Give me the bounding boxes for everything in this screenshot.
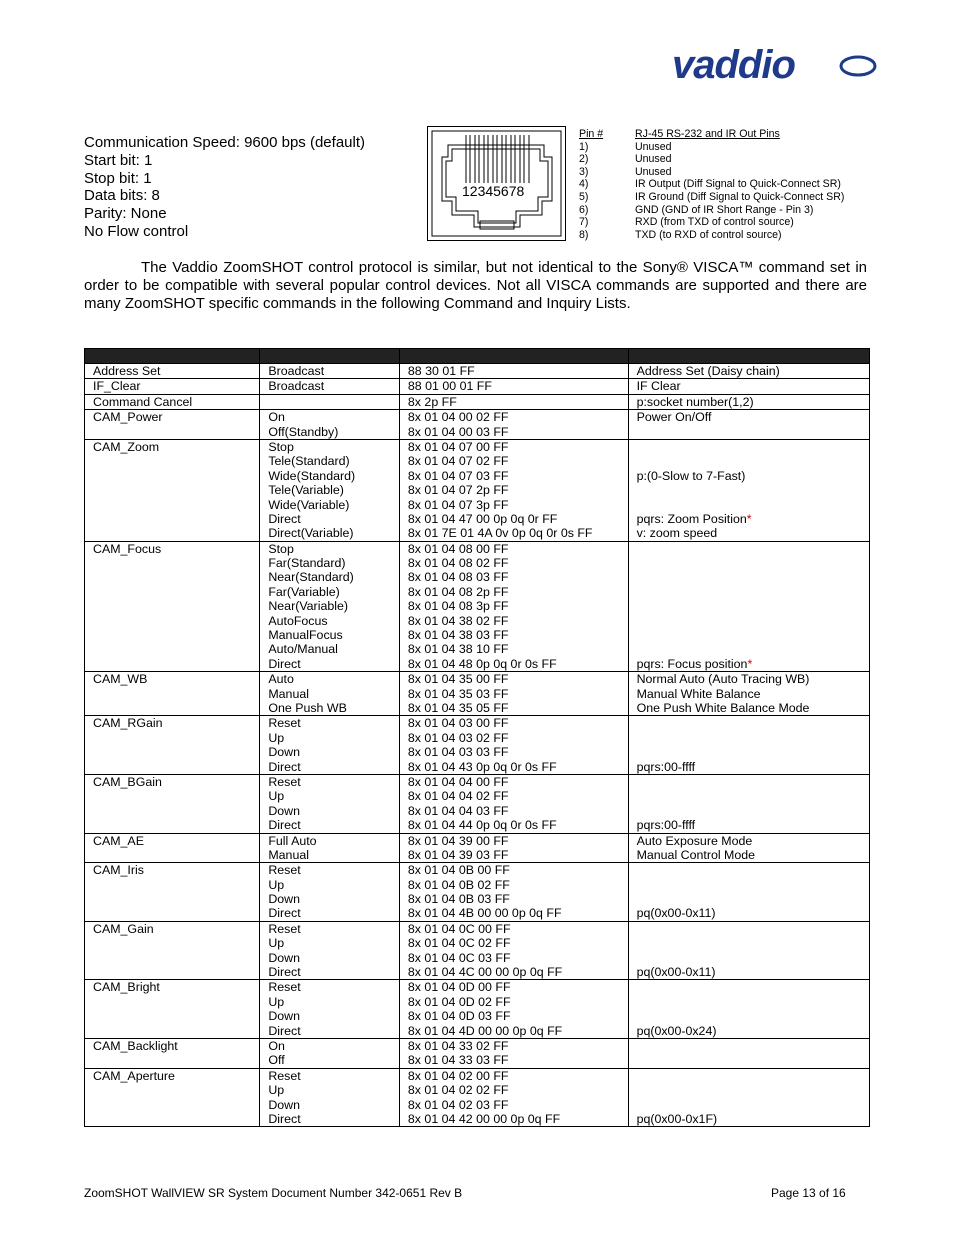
command-name: CAM_BGain [93, 774, 162, 789]
command-row [85, 394, 870, 409]
command-comment-cell [628, 364, 869, 379]
command-packet: 8x 01 04 03 00 FF [407, 716, 509, 731]
command-mode-cell [260, 1038, 400, 1068]
command-mode-cell [260, 1068, 400, 1127]
command-packet: 8x 01 04 4D 00 00 0p 0q FF [407, 1023, 563, 1038]
command-mode-cell [260, 716, 400, 775]
command-packet: 8x 01 04 4B 00 00 0p 0q FF [407, 906, 562, 921]
command-comment [637, 1083, 869, 1097]
command-row [85, 921, 870, 980]
command-comment [637, 789, 869, 803]
command-mode-cell [260, 541, 400, 672]
command-name: CAM_Zoom [93, 439, 160, 454]
command-row [85, 672, 870, 716]
comm-line: Stop bit: 1 [84, 169, 152, 187]
comm-line: Data bits: 8 [84, 187, 160, 205]
command-packet: 8x 01 04 04 02 FF [407, 789, 509, 804]
command-row [85, 379, 870, 394]
command-mode: Reset [268, 774, 301, 789]
command-comment [637, 599, 869, 613]
command-packet: 8x 01 04 07 03 FF [407, 468, 509, 483]
command-row [85, 410, 870, 440]
communication-settings [84, 134, 365, 241]
pin-description: Unused [635, 165, 672, 178]
command-mode-cell [260, 921, 400, 980]
command-packet-cell [399, 833, 628, 863]
command-comment-cell [628, 980, 869, 1039]
command-packet: 8x 01 04 0B 02 FF [407, 877, 510, 892]
command-mode: Up [268, 877, 285, 892]
command-comment-cell [628, 863, 869, 922]
pin-description: Unused [635, 140, 672, 153]
header-cell [260, 349, 400, 364]
command-comment-cell [628, 1068, 869, 1127]
command-row [85, 980, 870, 1039]
command-packet: 8x 01 04 33 03 FF [407, 1053, 509, 1068]
command-packet: 8x 01 04 35 03 FF [407, 686, 509, 701]
command-mode-cell [260, 833, 400, 863]
command-comment [637, 542, 869, 556]
command-packet-cell [399, 410, 628, 440]
intro-text: The Vaddio ZoomSHOT control protocol is similar, but not identical to the Sony® VISCA™ command set in order to be compatible with several popular control devices. Not all VISCA commands are supported and there are many ZoomSHOT specific commands in the following Command and Inquiry Lists. [84, 259, 867, 312]
command-mode: On [268, 410, 285, 425]
command-mode: Near(Standard) [268, 570, 354, 585]
command-mode: Direct(Variable) [268, 526, 354, 541]
command-name-cell [85, 716, 260, 775]
command-comment: pqrs:00-ffff [636, 818, 696, 833]
command-packet: 8x 01 04 07 02 FF [407, 454, 509, 469]
command-mode: Full Auto [268, 833, 317, 848]
command-comment [637, 716, 869, 730]
command-packet: 8x 01 7E 01 4A 0v 0p 0q 0r 0s FF [407, 526, 593, 541]
command-comment: p:socket number(1,2) [636, 394, 754, 409]
command-mode: Direct [268, 906, 301, 921]
command-comment [637, 731, 869, 745]
command-mode-cell [260, 394, 400, 409]
command-name: CAM_Bright [93, 980, 160, 995]
command-packet-cell [399, 379, 628, 394]
command-comment: pqrs: Focus position* [636, 656, 753, 671]
pin-row [579, 229, 844, 242]
command-mode: Up [268, 730, 285, 745]
command-comment [637, 498, 869, 512]
command-mode: Down [268, 1009, 301, 1024]
command-name: CAM_Gain [93, 921, 154, 936]
vaddio-logo [668, 40, 880, 96]
command-mode: Stop [268, 541, 294, 556]
command-comment [637, 995, 869, 1009]
command-comment [637, 922, 869, 936]
command-packet: 8x 01 04 02 03 FF [407, 1097, 509, 1112]
command-row [85, 833, 870, 863]
command-comment [637, 936, 869, 950]
command-name-cell [85, 863, 260, 922]
command-mode-cell [260, 863, 400, 922]
command-packet: 8x 01 04 0B 03 FF [407, 892, 510, 907]
footer-page-number: Page 13 of 16 [771, 1186, 846, 1200]
command-packet: 88 01 00 01 FF [407, 379, 492, 394]
command-name: CAM_Aperture [93, 1068, 175, 1083]
command-mode: Up [268, 789, 285, 804]
command-comment [637, 440, 869, 454]
command-name-cell [85, 439, 260, 541]
command-mode: Far(Variable) [268, 584, 340, 599]
command-comment-cell [628, 410, 869, 440]
pin-table-header [579, 128, 844, 141]
command-packet-cell [399, 921, 628, 980]
pin-number: 8) [579, 228, 589, 241]
command-mode-cell [260, 672, 400, 716]
command-name: CAM_WB [93, 672, 148, 687]
command-mode-cell [260, 980, 400, 1039]
command-comment: One Push White Balance Mode [636, 700, 810, 715]
command-row [85, 439, 870, 541]
command-packet: 8x 01 04 35 05 FF [407, 700, 509, 715]
command-comment [637, 570, 869, 584]
pin-row [579, 141, 844, 154]
command-packet: 8x 01 04 38 03 FF [407, 628, 509, 643]
command-packet: 8x 01 04 33 02 FF [407, 1038, 509, 1053]
command-name-cell [85, 980, 260, 1039]
command-comment: pq(0x00-0x24) [636, 1023, 717, 1038]
command-packet-cell [399, 394, 628, 409]
command-packet-cell [399, 774, 628, 833]
command-mode: Direct [268, 965, 301, 980]
command-name: CAM_Power [93, 410, 163, 425]
command-packet-cell [399, 716, 628, 775]
command-name-cell [85, 379, 260, 394]
command-comment: Manual Control Mode [636, 847, 756, 862]
command-packet: 8x 01 04 07 2p FF [407, 483, 509, 498]
command-packet: 8x 01 04 08 03 FF [407, 570, 509, 585]
command-comment-cell [628, 921, 869, 980]
command-packet: 8x 01 04 02 02 FF [407, 1083, 509, 1098]
logo-text: vaddio [672, 43, 795, 87]
command-comment [637, 878, 869, 892]
command-row [85, 364, 870, 379]
command-comment: v: zoom speed [636, 526, 718, 541]
command-row [85, 541, 870, 672]
command-comment: IF Clear [636, 379, 681, 394]
command-comment [637, 892, 869, 906]
command-packet: 8x 01 04 38 02 FF [407, 613, 509, 628]
command-packet-cell [399, 980, 628, 1039]
command-name-cell [85, 774, 260, 833]
command-packet-cell [399, 672, 628, 716]
command-comment-cell [628, 1038, 869, 1068]
command-mode: Manual [268, 847, 309, 862]
command-name: Address Set [93, 364, 161, 378]
pin-row [579, 204, 844, 217]
jack-pin-numbers: 12345678 [462, 183, 525, 199]
command-packet: 8x 01 04 08 00 FF [407, 541, 509, 556]
command-name: IF_Clear [93, 379, 141, 394]
pin-number: 3) [579, 165, 589, 178]
command-packet: 8x 01 04 00 02 FF [407, 410, 509, 425]
command-comment [637, 775, 869, 789]
pin-number: 1) [579, 140, 589, 153]
footnote-asterisk: * [747, 656, 753, 671]
command-name: CAM_Focus [93, 541, 162, 556]
pin-number: 7) [579, 216, 589, 229]
command-mode: Auto/Manual [268, 642, 338, 657]
command-packet: 8x 01 04 4C 00 00 0p 0q FF [407, 965, 563, 980]
command-mode: Down [268, 803, 301, 818]
command-mode: Direct [268, 656, 301, 671]
command-mode: Near(Variable) [268, 599, 348, 614]
command-mode-cell [260, 774, 400, 833]
command-name-cell [85, 1038, 260, 1068]
command-name: CAM_Backlight [93, 1038, 178, 1053]
command-mode: ManualFocus [268, 628, 343, 643]
command-packet: 8x 01 04 08 3p FF [407, 599, 509, 614]
command-comment [637, 585, 869, 599]
pin-description: TXD (to RXD of control source) [635, 228, 782, 241]
command-mode-cell [260, 364, 400, 379]
command-packet-cell [399, 1068, 628, 1127]
command-packet: 8x 01 04 47 00 0p 0q 0r FF [407, 511, 558, 526]
command-mode: Down [268, 950, 301, 965]
command-comment: Manual White Balance [636, 686, 761, 701]
command-mode-cell [260, 410, 400, 440]
command-comment [637, 642, 869, 656]
header-cell [628, 349, 869, 364]
command-packet: 8x 01 04 04 00 FF [407, 774, 509, 789]
command-packet: 8x 01 04 0C 00 FF [407, 921, 511, 936]
command-mode: Direct [268, 1023, 301, 1038]
command-mode: Up [268, 936, 285, 951]
command-packet: 8x 01 04 08 02 FF [407, 556, 509, 571]
command-name: Command Cancel [93, 394, 193, 409]
comm-line: No Flow control [84, 222, 189, 240]
command-comment: Auto Exposure Mode [636, 833, 753, 848]
command-mode: Down [268, 745, 301, 760]
command-comment [637, 483, 869, 497]
pin-header-number: Pin # [579, 128, 604, 140]
pin-table [579, 128, 844, 241]
command-packet-cell [399, 541, 628, 672]
command-packet: 8x 2p FF [407, 394, 457, 409]
command-packet: 8x 01 04 02 00 FF [407, 1068, 509, 1083]
command-comment [637, 425, 869, 439]
command-row [85, 774, 870, 833]
command-mode: Tele(Variable) [268, 483, 344, 498]
command-packet: 8x 01 04 39 00 FF [407, 833, 509, 848]
command-packet: 8x 01 04 35 00 FF [407, 672, 509, 687]
command-mode: Direct [268, 818, 301, 833]
pin-description: Unused [635, 153, 672, 166]
command-row [85, 1068, 870, 1127]
command-comment: p:(0-Slow to 7-Fast) [636, 468, 746, 483]
command-packet: 8x 01 04 00 03 FF [407, 424, 509, 439]
command-packet: 8x 01 04 39 03 FF [407, 847, 509, 862]
command-name-cell [85, 672, 260, 716]
command-comment: pq(0x00-0x11) [636, 965, 716, 980]
footer-document-info: ZoomSHOT WallVIEW SR System Document Number 342-0651 Rev B [84, 1186, 463, 1200]
command-mode: One Push WB [268, 700, 347, 715]
command-name-cell [85, 541, 260, 672]
command-packet: 8x 01 04 44 0p 0q 0r 0s FF [407, 818, 557, 833]
command-mode: Far(Standard) [268, 556, 346, 571]
command-name: CAM_RGain [93, 716, 163, 731]
command-packet: 8x 01 04 0B 00 FF [407, 863, 510, 878]
command-packet: 8x 01 04 0D 02 FF [407, 994, 511, 1009]
command-mode: Up [268, 994, 285, 1009]
command-table [84, 348, 870, 1127]
command-mode: Up [268, 1083, 285, 1098]
command-comment [637, 1069, 869, 1083]
pin-number: 5) [579, 190, 589, 203]
pin-row [579, 153, 844, 166]
command-packet: 8x 01 04 0C 02 FF [407, 936, 511, 951]
command-mode: Off [268, 1053, 285, 1068]
command-name-cell [85, 921, 260, 980]
command-row [85, 863, 870, 922]
command-comment [637, 951, 869, 965]
pin-description: RXD (from TXD of control source) [635, 216, 794, 229]
command-comment-cell [628, 672, 869, 716]
command-row [85, 716, 870, 775]
command-comment [637, 1098, 869, 1112]
command-name-cell [85, 1068, 260, 1127]
comm-line: Communication Speed: 9600 bps (default) [84, 134, 366, 151]
command-packet: 8x 01 04 07 3p FF [407, 497, 509, 512]
command-packet: 8x 01 04 0D 00 FF [407, 980, 511, 995]
command-packet: 8x 01 04 0D 03 FF [407, 1009, 511, 1024]
command-comment [637, 1039, 869, 1053]
command-mode-cell [260, 439, 400, 541]
command-mode: Manual [268, 686, 309, 701]
command-comment: pq(0x00-0x11) [636, 906, 716, 921]
command-name-cell [85, 833, 260, 863]
command-comment-cell [628, 774, 869, 833]
command-packet: 8x 01 04 43 0p 0q 0r 0s FF [407, 759, 557, 774]
command-packet-cell [399, 863, 628, 922]
command-comment [637, 454, 869, 468]
pin-number: 6) [579, 203, 589, 216]
pin-number: 2) [579, 153, 589, 166]
command-mode: AutoFocus [268, 613, 328, 628]
command-mode: Broadcast [268, 379, 325, 394]
command-comment: Power On/Off [636, 410, 712, 425]
command-comment [637, 863, 869, 877]
command-comment [637, 614, 869, 628]
command-mode: Reset [268, 716, 301, 731]
command-comment-cell [628, 541, 869, 672]
command-mode: Wide(Standard) [268, 468, 356, 483]
command-mode: Direct [268, 1111, 301, 1126]
command-comment: pqrs:00-ffff [636, 759, 696, 774]
command-name-cell [85, 410, 260, 440]
command-packet: 8x 01 04 03 02 FF [407, 730, 509, 745]
command-comment-cell [628, 439, 869, 541]
command-packet: 8x 01 04 42 00 00 0p 0q FF [407, 1111, 561, 1126]
command-comment [637, 556, 869, 570]
command-name-cell [85, 394, 260, 409]
comm-line: Parity: None [84, 205, 167, 223]
command-comment-cell [628, 833, 869, 863]
pin-row [579, 166, 844, 179]
command-packet: 8x 01 04 0C 03 FF [407, 950, 511, 965]
command-packet-cell [399, 439, 628, 541]
command-packet: 8x 01 04 08 2p FF [407, 584, 509, 599]
command-packet-cell [399, 1038, 628, 1068]
command-packet: 8x 01 04 03 03 FF [407, 745, 509, 760]
command-comment [637, 1009, 869, 1023]
command-mode: Reset [268, 921, 301, 936]
command-packet: 8x 01 04 38 10 FF [407, 642, 509, 657]
command-comment [637, 745, 869, 759]
command-mode: Direct [268, 759, 301, 774]
command-packet: 8x 01 04 04 03 FF [407, 803, 509, 818]
pin-header-desc: RJ-45 RS-232 and IR Out Pins [635, 128, 780, 140]
command-mode: On [268, 1038, 285, 1053]
command-comment: pqrs: Zoom Position* [636, 511, 752, 526]
pin-row [579, 178, 844, 191]
command-comment: Normal Auto (Auto Tracing WB) [636, 672, 810, 687]
pin-row [579, 191, 844, 204]
command-comment: pq(0x00-0x1F) [636, 1111, 718, 1126]
command-comment [637, 804, 869, 818]
pin-description: GND (GND of IR Short Range - Pin 3) [635, 203, 814, 216]
command-packet-cell [399, 364, 628, 379]
rj45-jack-diagram [427, 126, 566, 241]
pin-description: IR Ground (Diff Signal to Quick-Connect SR) [635, 190, 845, 203]
command-name: CAM_AE [93, 833, 144, 848]
command-packet: 8x 01 04 07 00 FF [407, 439, 509, 454]
command-mode: Reset [268, 980, 301, 995]
command-mode: Broadcast [268, 364, 325, 378]
command-comment-cell [628, 716, 869, 775]
command-table-header [85, 349, 870, 364]
pin-number: 4) [579, 178, 589, 191]
header-cell [399, 349, 628, 364]
command-mode: Reset [268, 1068, 301, 1083]
pin-description: IR Output (Diff Signal to Quick-Connect SR) [635, 178, 841, 191]
command-mode: Direct [268, 511, 301, 526]
intro-paragraph [84, 259, 867, 313]
command-mode: Down [268, 1097, 301, 1112]
command-row [85, 1038, 870, 1068]
command-name-cell [85, 364, 260, 379]
command-mode: Off(Standby) [268, 424, 339, 439]
command-comment [637, 628, 869, 642]
command-mode: Tele(Standard) [268, 454, 350, 469]
footnote-asterisk: * [746, 511, 752, 526]
command-mode: Reset [268, 863, 301, 878]
command-comment: Address Set (Daisy chain) [636, 364, 780, 378]
command-name: CAM_Iris [93, 863, 144, 878]
command-packet: 8x 01 04 48 0p 0q 0r 0s FF [407, 656, 557, 671]
command-comment [637, 980, 869, 994]
command-mode: Auto [268, 672, 294, 687]
command-mode-cell [260, 379, 400, 394]
comm-line: Start bit: 1 [84, 151, 153, 169]
header-cell [85, 349, 260, 364]
command-comment-cell [628, 394, 869, 409]
command-mode [268, 395, 399, 409]
pin-row [579, 216, 844, 229]
command-comment-cell [628, 379, 869, 394]
command-packet: 88 30 01 FF [407, 364, 475, 378]
command-mode: Down [268, 892, 301, 907]
command-mode: Wide(Variable) [268, 497, 350, 512]
command-comment [637, 1053, 869, 1067]
command-mode: Stop [268, 439, 294, 454]
